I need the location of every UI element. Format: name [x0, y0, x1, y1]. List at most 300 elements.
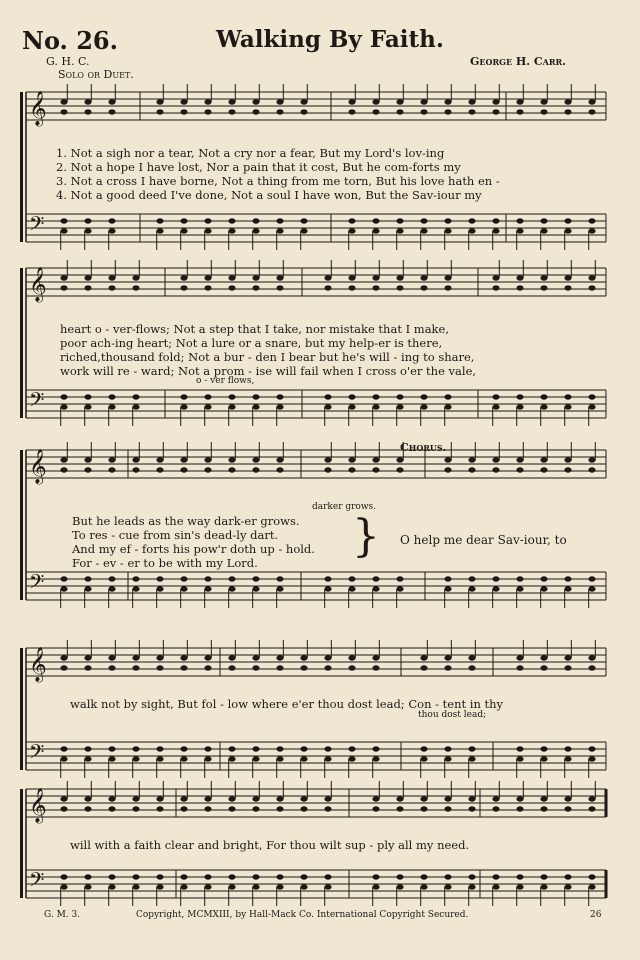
notehead: [396, 275, 403, 280]
notehead: [348, 746, 355, 751]
notehead: [132, 586, 139, 591]
notehead: [180, 467, 187, 472]
notehead: [108, 99, 115, 104]
notehead: [156, 218, 163, 223]
chorus-text: O help me dear Sav-iour, to: [400, 533, 567, 547]
notehead: [564, 99, 571, 104]
notehead: [204, 285, 211, 290]
notehead: [348, 756, 355, 761]
notehead: [252, 275, 259, 280]
notehead: [228, 586, 235, 591]
notehead: [132, 796, 139, 801]
notehead: [564, 746, 571, 751]
notehead: [204, 394, 211, 399]
copyright-notice: Copyright, MCMXIII, by Hall-Mack Co. International Copyright Secured.: [136, 910, 469, 920]
notehead: [324, 586, 331, 591]
notehead: [492, 404, 499, 409]
notehead: [252, 109, 259, 114]
notehead: [564, 665, 571, 670]
notehead: [156, 665, 163, 670]
notehead: [276, 109, 283, 114]
notehead: [132, 884, 139, 889]
notehead: [156, 756, 163, 761]
notehead: [108, 275, 115, 280]
notehead: [204, 665, 211, 670]
notehead: [84, 457, 91, 462]
notehead: [540, 756, 547, 761]
bass-clef: 𝄢: [29, 388, 45, 416]
notehead: [180, 218, 187, 223]
notehead: [180, 586, 187, 591]
notehead: [156, 746, 163, 751]
notehead: [84, 655, 91, 660]
notehead: [492, 796, 499, 801]
notehead: [516, 796, 523, 801]
notehead: [252, 218, 259, 223]
notehead: [540, 586, 547, 591]
notehead: [252, 404, 259, 409]
notehead: [84, 756, 91, 761]
notehead: [444, 746, 451, 751]
notehead: [492, 874, 499, 879]
notehead: [540, 746, 547, 751]
page-number: 26: [590, 910, 602, 920]
notehead: [180, 576, 187, 581]
notehead: [516, 457, 523, 462]
notehead: [396, 874, 403, 879]
notehead: [348, 457, 355, 462]
notehead: [396, 467, 403, 472]
notehead: [180, 394, 187, 399]
notehead: [300, 109, 307, 114]
notehead: [324, 746, 331, 751]
notehead: [396, 586, 403, 591]
system-brace: [20, 92, 23, 242]
notehead: [420, 218, 427, 223]
notehead: [60, 99, 67, 104]
notehead: [492, 806, 499, 811]
notehead: [444, 586, 451, 591]
notehead: [468, 655, 475, 660]
notehead: [420, 228, 427, 233]
bass-cue-text: o - ver flows,: [196, 376, 255, 386]
notehead: [300, 655, 307, 660]
notehead: [252, 796, 259, 801]
notehead: [348, 99, 355, 104]
notehead: [540, 467, 547, 472]
notehead: [396, 404, 403, 409]
notehead: [516, 109, 523, 114]
notehead: [60, 806, 67, 811]
notehead: [492, 285, 499, 290]
treble-clef: 𝄞: [29, 788, 47, 823]
notehead: [276, 576, 283, 581]
notehead: [444, 796, 451, 801]
notehead: [588, 394, 595, 399]
notehead: [324, 796, 331, 801]
notehead: [204, 746, 211, 751]
notehead: [468, 746, 475, 751]
notehead: [324, 576, 331, 581]
notehead: [276, 756, 283, 761]
notehead: [156, 796, 163, 801]
notehead: [228, 746, 235, 751]
notehead: [84, 218, 91, 223]
notehead: [564, 756, 571, 761]
chorus-line-5: walk not by sight, But fol - low where e'er thou dost lead; Con - tent in thy: [70, 697, 504, 711]
notehead: [132, 756, 139, 761]
notehead: [300, 796, 307, 801]
notehead: [348, 394, 355, 399]
notehead: [444, 806, 451, 811]
notehead: [420, 394, 427, 399]
composer-credit: George H. Carr.: [470, 55, 567, 68]
notehead: [444, 404, 451, 409]
notehead: [516, 394, 523, 399]
notehead: [156, 884, 163, 889]
notehead: [180, 655, 187, 660]
verse-line-3: 3. Not a cross I have borne, Not a thing from me torn, But his love hath en -: [56, 174, 500, 188]
notehead: [564, 457, 571, 462]
notehead: [132, 285, 139, 290]
notehead: [516, 756, 523, 761]
notehead: [300, 874, 307, 879]
notehead: [468, 796, 475, 801]
notehead: [132, 746, 139, 751]
notehead: [252, 655, 259, 660]
notehead: [60, 285, 67, 290]
notehead: [204, 756, 211, 761]
verse-brace: }: [352, 511, 380, 562]
notehead: [564, 228, 571, 233]
notehead: [108, 806, 115, 811]
verse-line-4: work will re - ward; Not a prom - ise will fail when I cross o'er the vale,: [60, 364, 477, 378]
notehead: [276, 404, 283, 409]
notehead: [324, 874, 331, 879]
notehead: [564, 218, 571, 223]
notehead: [252, 99, 259, 104]
notehead: [516, 746, 523, 751]
notehead: [420, 796, 427, 801]
notehead: [468, 884, 475, 889]
notehead: [324, 285, 331, 290]
notehead: [180, 756, 187, 761]
notehead: [468, 228, 475, 233]
notehead: [492, 576, 499, 581]
notehead: [564, 576, 571, 581]
notehead: [540, 874, 547, 879]
notehead: [156, 655, 163, 660]
footer-code: G. M. 3.: [44, 910, 81, 920]
notehead: [276, 457, 283, 462]
notehead: [540, 109, 547, 114]
notehead: [84, 746, 91, 751]
notehead: [396, 285, 403, 290]
notehead: [372, 874, 379, 879]
notehead: [540, 884, 547, 889]
notehead: [372, 655, 379, 660]
notehead: [444, 99, 451, 104]
notehead: [420, 884, 427, 889]
notehead: [588, 586, 595, 591]
notehead: [276, 746, 283, 751]
notehead: [516, 467, 523, 472]
notehead: [324, 884, 331, 889]
cue-text: thou dost lead;: [418, 710, 487, 720]
notehead: [156, 99, 163, 104]
notehead: [300, 746, 307, 751]
notehead: [564, 275, 571, 280]
notehead: [300, 756, 307, 761]
notehead: [396, 576, 403, 581]
bass-clef: 𝄢: [29, 868, 45, 896]
notehead: [108, 586, 115, 591]
notehead: [540, 576, 547, 581]
notehead: [60, 576, 67, 581]
notehead: [348, 218, 355, 223]
notehead: [204, 457, 211, 462]
notehead: [396, 99, 403, 104]
notehead: [492, 228, 499, 233]
notehead: [60, 457, 67, 462]
notehead: [372, 884, 379, 889]
notehead: [324, 756, 331, 761]
notehead: [276, 806, 283, 811]
notehead: [492, 109, 499, 114]
notehead: [156, 586, 163, 591]
notehead: [588, 655, 595, 660]
notehead: [516, 586, 523, 591]
notehead: [180, 746, 187, 751]
notehead: [468, 576, 475, 581]
notehead: [588, 218, 595, 223]
notehead: [180, 228, 187, 233]
notehead: [204, 576, 211, 581]
notehead: [204, 275, 211, 280]
notehead: [564, 394, 571, 399]
notehead: [60, 394, 67, 399]
notehead: [60, 467, 67, 472]
notehead: [228, 756, 235, 761]
notehead: [444, 109, 451, 114]
notehead: [180, 806, 187, 811]
notehead: [420, 806, 427, 811]
notehead: [348, 228, 355, 233]
verse-line-2: poor ach-ing heart; Not a lure or a snare, but my help-er is there,: [60, 336, 443, 350]
notehead: [324, 467, 331, 472]
notehead: [108, 576, 115, 581]
notehead: [588, 109, 595, 114]
notehead: [588, 457, 595, 462]
notehead: [420, 404, 427, 409]
notehead: [492, 457, 499, 462]
notehead: [540, 285, 547, 290]
notehead: [588, 285, 595, 290]
notehead: [228, 665, 235, 670]
chorus-line-2: To res - cue from sin's dead-ly dart.: [72, 528, 279, 542]
notehead: [372, 746, 379, 751]
notehead: [492, 586, 499, 591]
notehead: [204, 874, 211, 879]
notehead: [252, 746, 259, 751]
notehead: [444, 228, 451, 233]
notehead: [108, 874, 115, 879]
notehead: [444, 576, 451, 581]
bass-clef: 𝄢: [29, 570, 45, 598]
notehead: [588, 874, 595, 879]
notehead: [228, 275, 235, 280]
verse-line-1: heart o - ver-flows; Not a step that I take, nor mistake that I make,: [60, 322, 449, 336]
notehead: [108, 228, 115, 233]
notehead: [396, 394, 403, 399]
notehead: [132, 394, 139, 399]
notehead: [204, 884, 211, 889]
treble-clef: 𝄞: [29, 91, 47, 126]
notehead: [132, 655, 139, 660]
notehead: [108, 285, 115, 290]
notehead: [228, 394, 235, 399]
notehead: [228, 218, 235, 223]
notehead: [444, 874, 451, 879]
notehead: [180, 884, 187, 889]
notehead: [228, 874, 235, 879]
notehead: [444, 457, 451, 462]
notehead: [492, 467, 499, 472]
notehead: [276, 218, 283, 223]
notehead: [540, 655, 547, 660]
notehead: [492, 99, 499, 104]
notehead: [324, 457, 331, 462]
notehead: [516, 655, 523, 660]
notehead: [348, 109, 355, 114]
notehead: [204, 586, 211, 591]
notehead: [84, 285, 91, 290]
notehead: [132, 467, 139, 472]
notehead: [228, 884, 235, 889]
notehead: [156, 228, 163, 233]
notehead: [372, 99, 379, 104]
notehead: [204, 404, 211, 409]
notehead: [300, 665, 307, 670]
system-brace: [20, 648, 23, 770]
notehead: [228, 655, 235, 660]
notehead: [348, 576, 355, 581]
notehead: [84, 874, 91, 879]
notehead: [396, 109, 403, 114]
notehead: [468, 756, 475, 761]
notehead: [420, 99, 427, 104]
notehead: [372, 109, 379, 114]
notehead: [444, 467, 451, 472]
notehead: [300, 806, 307, 811]
notehead: [324, 806, 331, 811]
notehead: [516, 665, 523, 670]
notehead: [132, 275, 139, 280]
notehead: [108, 394, 115, 399]
notehead: [84, 665, 91, 670]
notehead: [564, 806, 571, 811]
notehead: [372, 285, 379, 290]
notehead: [468, 109, 475, 114]
notehead: [564, 467, 571, 472]
notehead: [84, 586, 91, 591]
system-brace: [20, 268, 23, 418]
notehead: [468, 874, 475, 879]
notehead: [204, 109, 211, 114]
notehead: [372, 756, 379, 761]
notehead: [348, 404, 355, 409]
notehead: [252, 228, 259, 233]
notehead: [492, 394, 499, 399]
notehead: [540, 796, 547, 801]
notehead: [228, 576, 235, 581]
notehead: [468, 467, 475, 472]
notehead: [420, 109, 427, 114]
notehead: [564, 285, 571, 290]
notehead: [180, 99, 187, 104]
notehead: [420, 746, 427, 751]
treble-cue-text: darker grows.: [312, 502, 377, 512]
notehead: [372, 806, 379, 811]
notehead: [276, 655, 283, 660]
notehead: [300, 884, 307, 889]
notehead: [468, 806, 475, 811]
notehead: [204, 218, 211, 223]
notehead: [180, 404, 187, 409]
notehead: [468, 457, 475, 462]
hymn-title: Walking By Faith.: [216, 26, 444, 53]
notehead: [108, 756, 115, 761]
notehead: [372, 467, 379, 472]
notehead: [444, 285, 451, 290]
notehead: [156, 576, 163, 581]
notehead: [276, 874, 283, 879]
notehead: [588, 576, 595, 581]
chorus-line-3: And my ef - forts his pow'r doth up - hold.: [72, 542, 315, 556]
notehead: [396, 218, 403, 223]
system-brace: [20, 450, 23, 600]
notehead: [180, 275, 187, 280]
notehead: [180, 874, 187, 879]
notehead: [132, 457, 139, 462]
notehead: [348, 275, 355, 280]
notehead: [468, 586, 475, 591]
notehead: [396, 228, 403, 233]
notehead: [228, 109, 235, 114]
notehead: [276, 228, 283, 233]
notehead: [348, 285, 355, 290]
notehead: [108, 746, 115, 751]
notehead: [324, 404, 331, 409]
notehead: [372, 586, 379, 591]
notehead: [156, 467, 163, 472]
notehead: [60, 796, 67, 801]
notehead: [564, 109, 571, 114]
notehead: [204, 228, 211, 233]
notehead: [204, 655, 211, 660]
notehead: [252, 394, 259, 399]
treble-clef: 𝄞: [29, 647, 47, 682]
treble-clef: 𝄞: [29, 449, 47, 484]
notehead: [252, 576, 259, 581]
notehead: [468, 218, 475, 223]
notehead: [84, 228, 91, 233]
verse-line-3: riched,thousand fold; Not a bur - den I bear but he's will - ing to share,: [60, 350, 475, 364]
notehead: [180, 457, 187, 462]
notehead: [252, 586, 259, 591]
notehead: [228, 228, 235, 233]
notehead: [444, 884, 451, 889]
